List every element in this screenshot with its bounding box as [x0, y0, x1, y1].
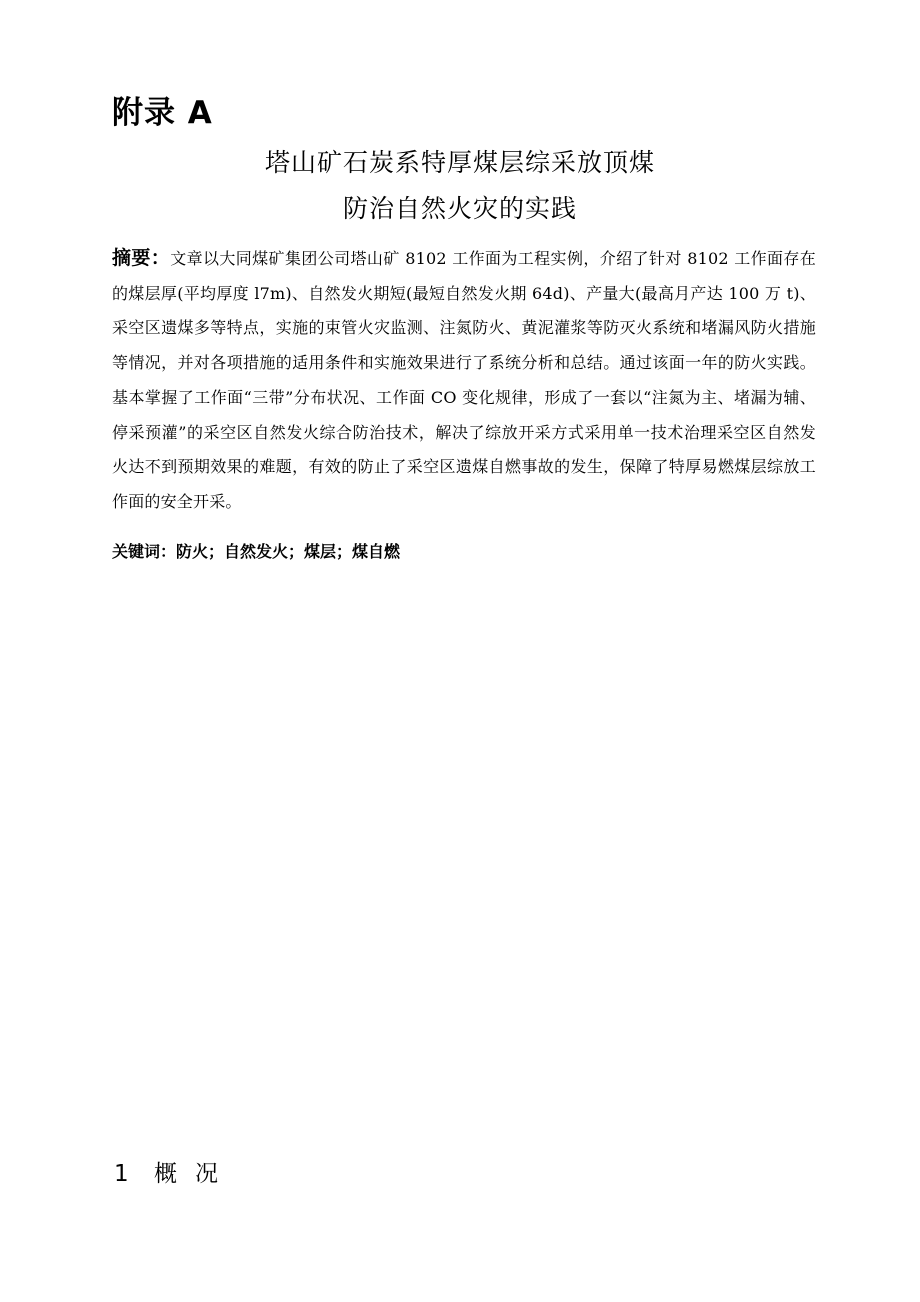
- section-title: 概况: [154, 1161, 236, 1187]
- paper-title-line-1: 塔山矿石炭系特厚煤层综采放顶煤: [264, 148, 655, 177]
- keywords-line: 关键词：防火；自然发火；煤层；煤自燃: [112, 542, 401, 561]
- abstract-paragraph: [112, 241, 816, 520]
- abstract-label: 摘要：: [112, 247, 171, 269]
- section-heading: [114, 1154, 236, 1194]
- paper-title-line-2: 防治自然火灾的实践: [342, 194, 577, 223]
- abstract-text: 文章以大同煤矿集团公司塔山矿 8102 工作面为工程实例，介绍了针对 8102 工作面存在的煤层厚(平均厚度 l7m)、自然发火期短(最短自然发火期 64d)、产量大(最高月产达 100 万 t)、采空区遗煤多等特点，实施的束管火灾监测、注氮防火、黄泥灌浆等防灭火系统和堵漏风防火措施等情况，并对各项措施的适用条件和实施效果进行了系统分析和总结。通过该面一年的防火实践。基本掌握了工作面“三带”分布状况、工作面 CO 变化规律，形成了一套以“注氮为主、堵漏为辅、停采预灌”的采空区自然发火综合防治技术，解决了综放开采方式采用单一技术治理采空区自然发火达不到预期效果的难题，有效的防止了采空区遗煤自燃事故的发生，保障了特厚易燃煤层综放工作面的安全开采。: [112, 249, 816, 511]
- appendix-heading: 附录 A: [112, 95, 213, 131]
- paper-title: [100, 140, 820, 232]
- section-number: 1: [114, 1161, 129, 1187]
